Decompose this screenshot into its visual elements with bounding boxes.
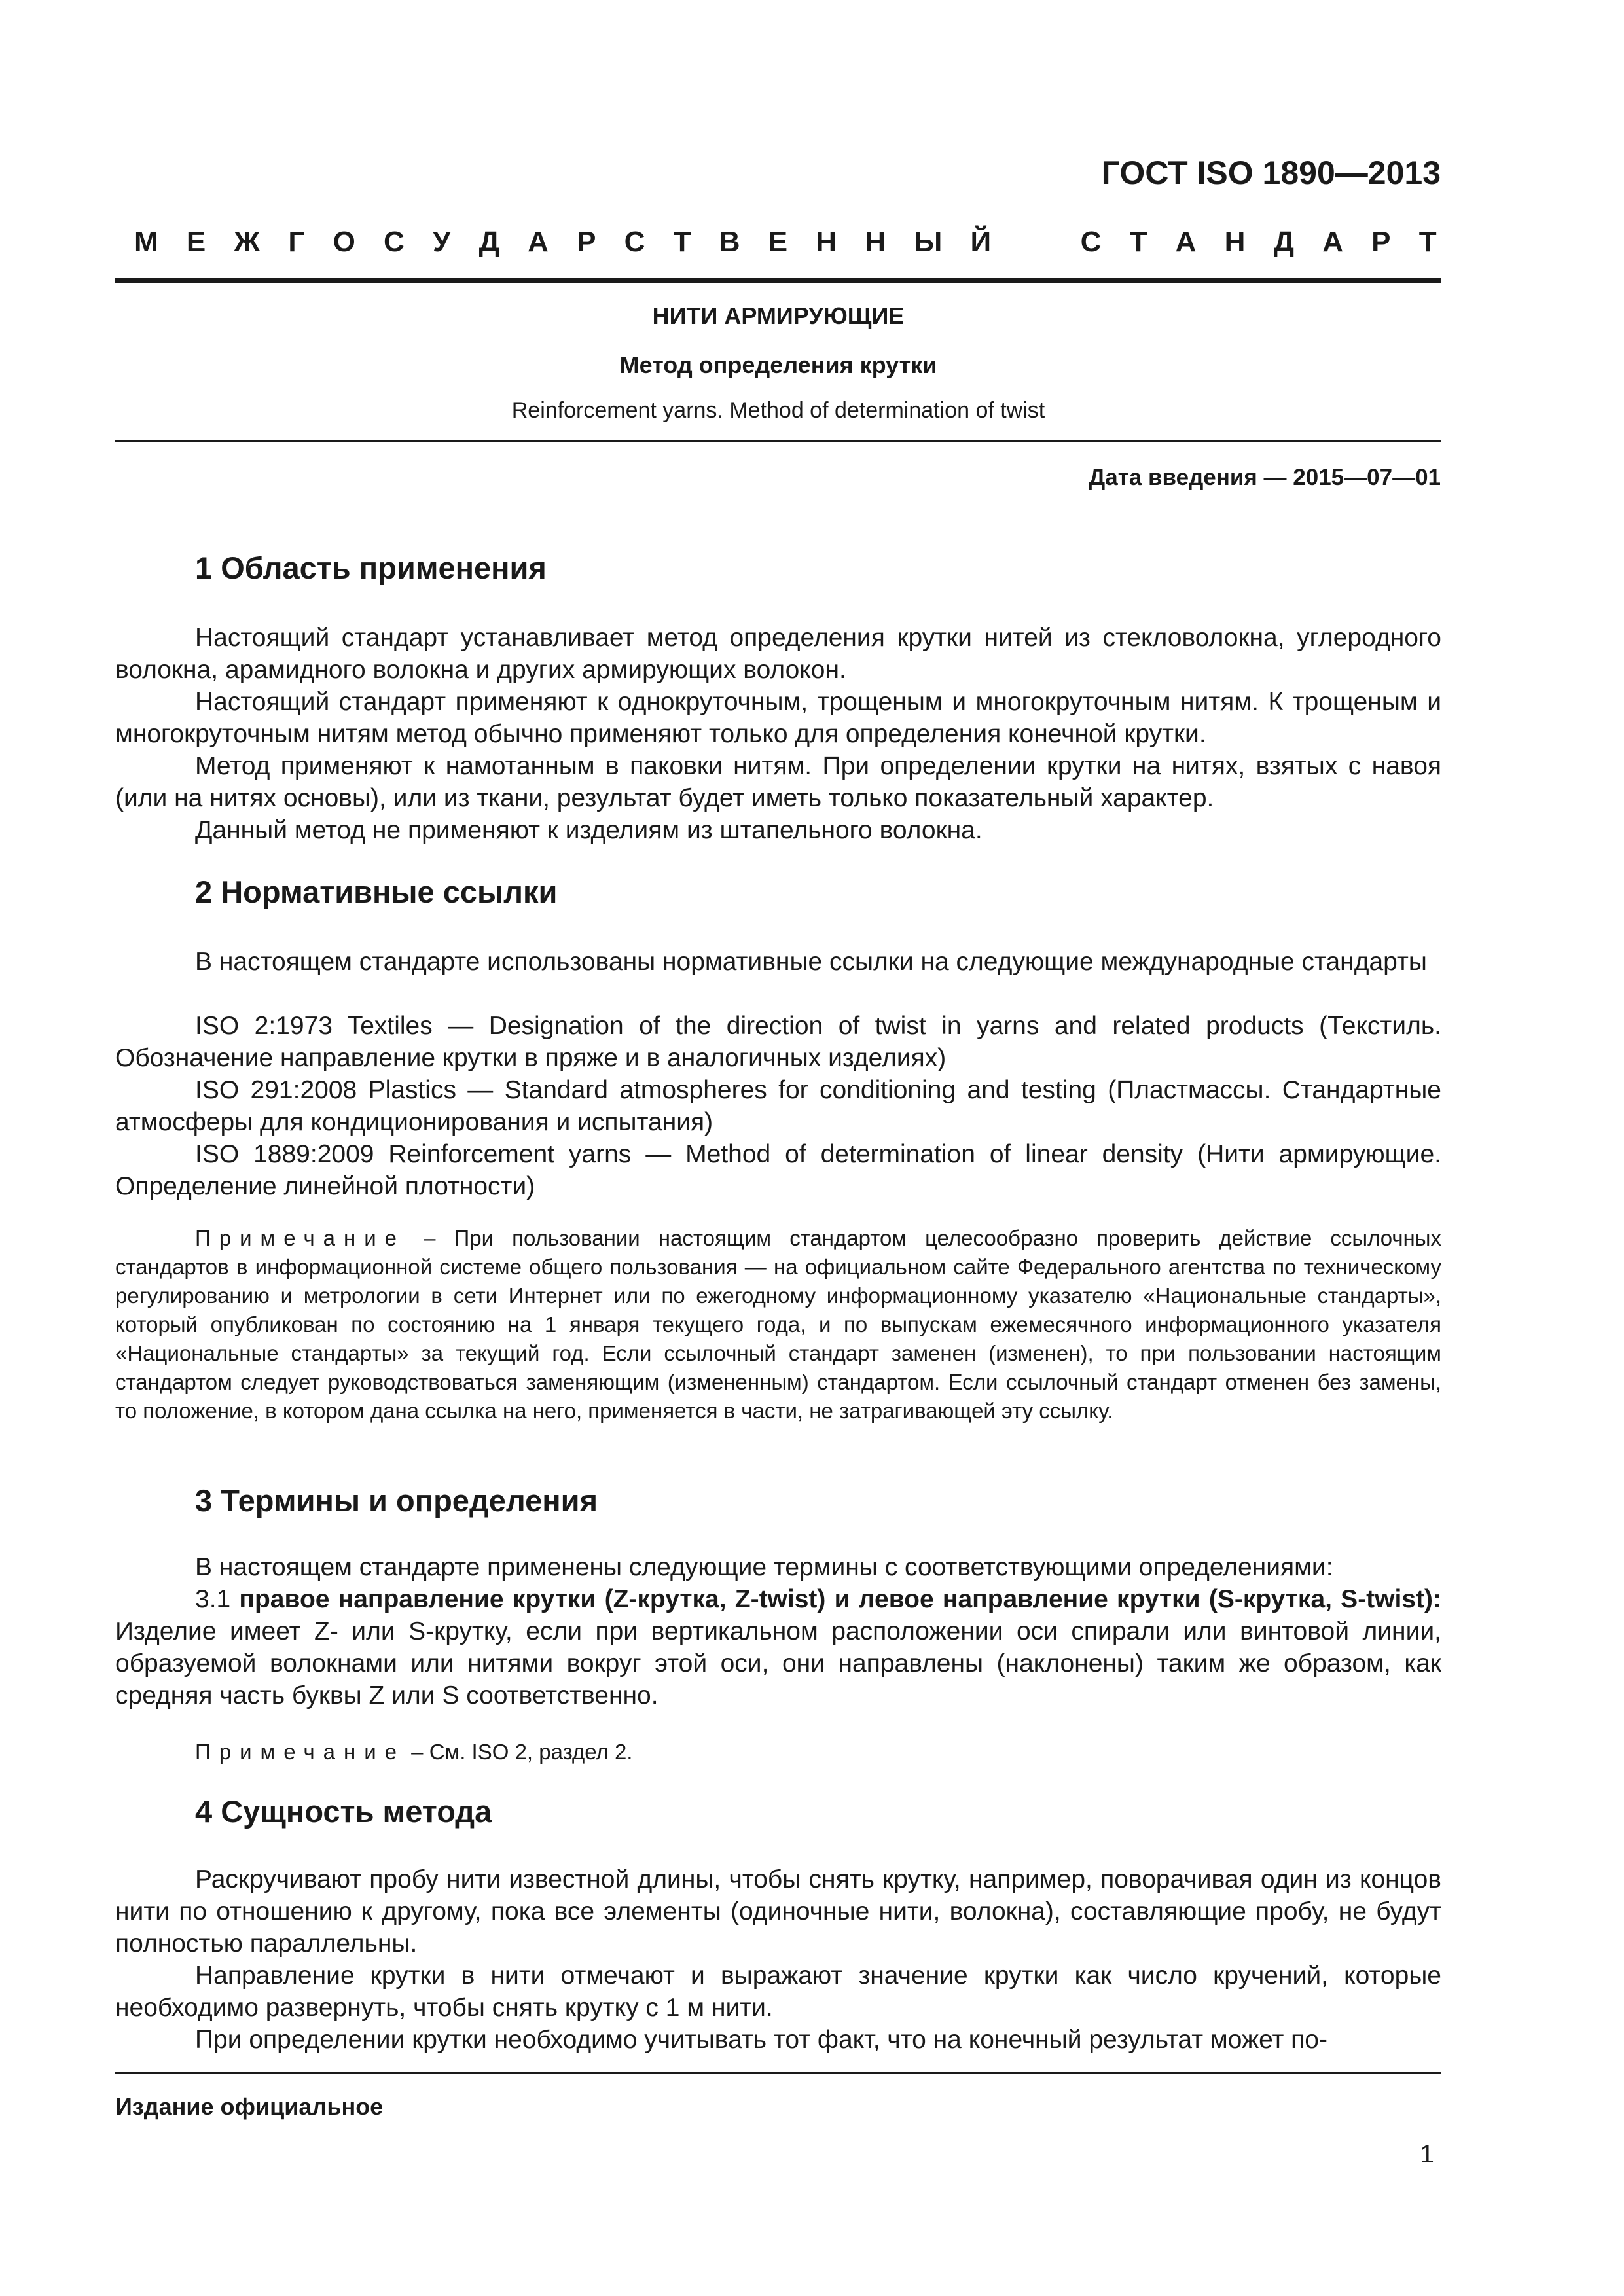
term-name: правое направление крутки (Z-крутка, Z-twist) и левое направление крутки (S-крутка, S-twist): (239, 1585, 1441, 1613)
gost-code: ГОСТ ISO 1890—2013 (1101, 154, 1441, 191)
term-text: Изделие имеет Z- или S-крутку, если при вертикальном расположении оси спирали или винтовой линии, образуемой волокнами или нитями вокруг этой оси, они направлены (наклонены) таким же образом, как средняя часть буквы Z или S соответственно. (115, 1617, 1441, 1710)
note-label: Примечание (195, 1740, 406, 1764)
normative-reference: ISO 291:2008 Plastics — Standard atmospheres for conditioning and testing (Пластмассы. Стандартные атмосферы для кондиционирования и испытания) (115, 1076, 1441, 1136)
banner-letter: С (624, 226, 645, 258)
section-1-paragraph: Данный метод не применяют к изделиям из штапельного волокна. (195, 816, 983, 844)
section-2-paragraph: В настоящем стандарте использованы нормативные ссылки на следующие международные стандарты (195, 948, 1427, 976)
banner-letter: М (134, 226, 158, 258)
header-divider-thick (115, 278, 1441, 283)
section-4-paragraph: Раскручивают пробу нити известной длины, чтобы снять крутку, например, поворачивая один из концов нити по отношению к другому, пока все элементы (одиночные нити, волокна), составляющие пробу, не будут полностью параллельны. (115, 1865, 1441, 1958)
document-title-english: Reinforcement yarns. Method of determination of twist (511, 398, 1045, 423)
banner-gap (1019, 226, 1052, 259)
banner-letter: Р (577, 226, 596, 258)
section-2-note (115, 1224, 1441, 1426)
normative-reference: ISO 2:1973 Textiles — Designation of the direction of twist in yarns and related products (Текстиль. Обозначение направление крутки в пряже и в аналогичных изделиях) (115, 1012, 1441, 1072)
document-subtitle: Метод определения крутки (619, 351, 937, 378)
section-1-paragraph: Настоящий стандарт устанавливает метод определения крутки нитей из стекловолокна, углеродного волокна, арамидного волокна и других армирующих волокон. (115, 624, 1441, 684)
banner-letter: Е (186, 226, 206, 258)
section-2-heading: 2 Нормативные ссылки (195, 874, 558, 909)
section-4-heading: 4 Сущность метода (195, 1794, 492, 1829)
banner-letter: Т (1129, 226, 1147, 258)
section-3-note (115, 1738, 1441, 1767)
section-1-paragraph: Метод применяют к намотанным в паковки нитям. При определении крутки на нитях, взятых с навоя (или на нитях основы), или из ткани, результат будет иметь только показательный характер. (115, 752, 1441, 812)
note-text: – См. ISO 2, раздел 2. (405, 1740, 633, 1764)
banner-letter: Й (970, 226, 992, 258)
banner-letter: У (432, 226, 451, 258)
term-number: 3.1 (195, 1585, 240, 1613)
section-4-paragraph: Направление крутки в нити отмечают и выражают значение крутки как число кручений, которые необходимо развернуть, чтобы снять крутку с 1 м нити. (115, 1962, 1441, 2022)
banner-letter: Д (478, 226, 499, 258)
banner-letter: Е (768, 226, 788, 258)
normative-reference: ISO 1889:2009 Reinforcement yarns — Method of determination of linear density (Нити армирующие. Определение линейной плотности) (115, 1140, 1441, 1200)
banner-letter: Д (1273, 226, 1294, 258)
banner-letter: С (384, 226, 405, 258)
page-number: 1 (1420, 2140, 1434, 2168)
banner-letter: Н (1224, 226, 1246, 258)
banner-letter: А (1322, 226, 1343, 258)
banner-letter: Т (673, 226, 691, 258)
term-definition (115, 1583, 1441, 1712)
banner-letter: Н (865, 226, 886, 258)
section-1-paragraph: Настоящий стандарт применяют к однокруточным, трощеным и многокруточным нитям. К трощеным и многокруточным нитям метод обычно применяют только для определения конечной крутки. (115, 688, 1441, 748)
banner-letter: С (1080, 226, 1102, 258)
banner-letter: В (719, 226, 740, 258)
banner-letter: Т (1418, 226, 1437, 258)
section-3-paragraph: В настоящем стандарте применены следующие термины с соответствующими определениями: (195, 1553, 1333, 1581)
footer-divider (115, 2072, 1441, 2074)
section-4-paragraph: При определении крутки необходимо учитывать тот факт, что на конечный результат может по- (195, 2026, 1327, 2054)
edition-label: Издание официальное (115, 2093, 384, 2120)
banner-letter: О (333, 226, 355, 258)
title-divider (115, 440, 1441, 442)
banner-letter: А (1175, 226, 1197, 258)
banner-letter: Ы (914, 226, 943, 258)
note-text: – При пользовании настоящим стандартом целесообразно проверить действие ссылочных стандартов в информационной системе общего пользования — на официальном сайте Федерального агентства по техническому регулированию и метрологии в сети Интернет или по ежегодному информационному указателю «Национальные стандарты», который опубликован по состоянию на 1 января текущего года, и по выпускам ежемесячного информационного указателя «Национальные стандарты» за текущий год. Если ссылочный стандарт заменен (изменен), то при пользовании настоящим стандартом следует руководствоваться заменяющим (измененным) стандартом. Если ссылочный стандарт отменен без замены, то положение, в котором дана ссылка на него, применяется в части, не затрагивающей эту ссылку. (115, 1226, 1441, 1423)
banner-letter: Н (816, 226, 837, 258)
interstate-standard-banner (134, 226, 1437, 259)
section-3-heading: 3 Термины и определения (195, 1483, 598, 1518)
banner-letter: Ж (234, 226, 261, 258)
section-1-heading: 1 Область применения (195, 550, 547, 585)
banner-letter: А (528, 226, 549, 258)
document-title: НИТИ АРМИРУЮЩИЕ (652, 302, 905, 329)
intro-date: Дата введения — 2015—07—01 (1089, 465, 1441, 490)
banner-letter: Р (1371, 226, 1391, 258)
banner-letter: Г (288, 226, 305, 258)
note-label: Примечание (195, 1226, 406, 1250)
